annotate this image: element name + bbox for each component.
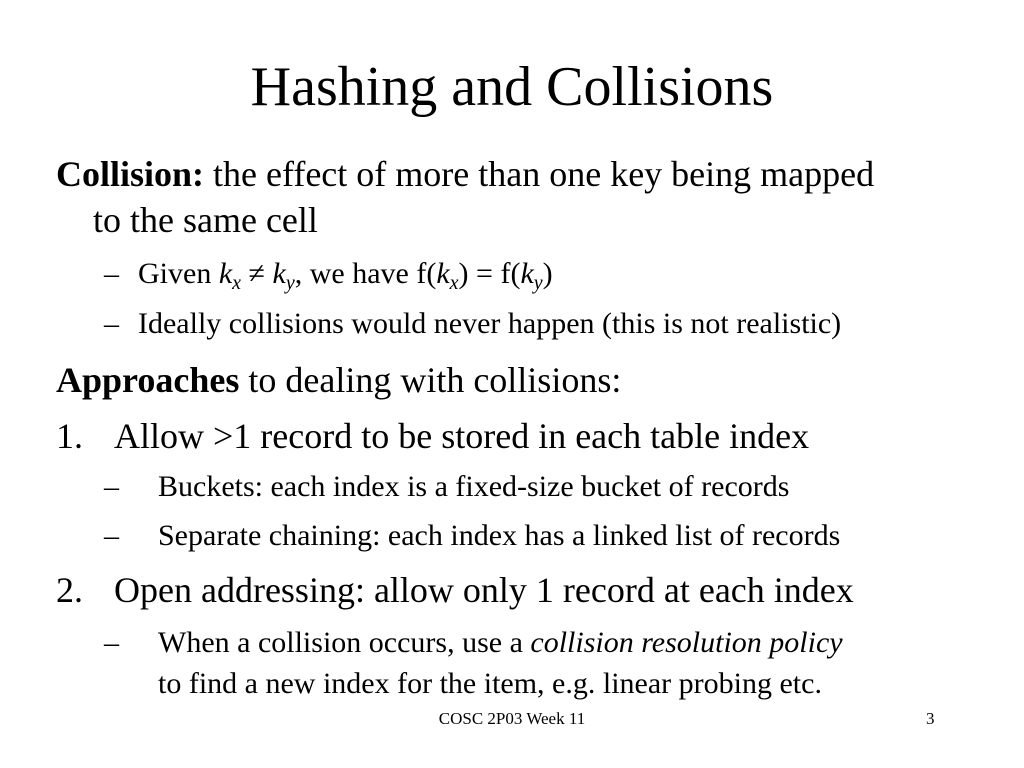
bullet-dash: –	[104, 626, 119, 659]
approaches-heading	[56, 358, 621, 402]
subscript-x: x	[232, 272, 242, 294]
collision-term: Collision:	[56, 154, 205, 194]
bullet-text-continued: to find a new index for the item, e.g. linear probing etc.	[158, 667, 822, 700]
bullet-text: Buckets: each index is a fixed-size bucket of records	[158, 470, 790, 503]
formula-text: , we have f(	[294, 257, 437, 290]
bullet-dash: –	[104, 307, 119, 340]
subscript-y: y	[285, 272, 295, 294]
not-equal-sign: ≠	[241, 257, 273, 290]
bullet-dash: –	[104, 519, 119, 552]
bullet-text: Ideally collisions would never happen (this is not realistic)	[138, 307, 842, 340]
list-item-text: Open addressing: allow only 1 record at each index	[114, 570, 854, 610]
emphasized-term: collision resolution policy	[530, 626, 843, 659]
collision-definition	[56, 152, 874, 196]
bullet-text-part: When a collision occurs, use a	[158, 626, 531, 659]
given-text: Given	[138, 257, 219, 290]
bullet-dash: –	[104, 257, 119, 290]
bullet-dash: –	[104, 470, 119, 503]
slide-title: Hashing and Collisions	[250, 56, 774, 118]
list-item-text: Allow >1 record to be stored in each table index	[114, 416, 810, 456]
formula-k: k	[218, 257, 233, 290]
page-number: 3	[926, 709, 935, 728]
formula-k: k	[520, 257, 534, 290]
subscript-y: y	[533, 272, 543, 294]
footer-course: COSC 2P03 Week 11	[438, 709, 586, 728]
formula-text: )	[542, 257, 553, 290]
formula-k: k	[272, 257, 286, 290]
list-number: 2.	[56, 570, 83, 610]
given-formula	[138, 255, 553, 296]
bullet-text: Separate chaining: each index has a linked list of records	[158, 519, 841, 552]
approaches-term: Approaches	[56, 360, 240, 400]
subscript-x: x	[449, 272, 459, 294]
collision-definition-continued: to the same cell	[93, 200, 318, 240]
formula-text: ) = f(	[458, 257, 521, 290]
approaches-text: to dealing with collisions:	[239, 360, 622, 400]
collision-definition-text: the effect of more than one key being mapped	[204, 154, 875, 194]
formula-k: k	[436, 257, 450, 290]
list-number: 1.	[56, 416, 83, 456]
bullet-text	[158, 624, 843, 662]
